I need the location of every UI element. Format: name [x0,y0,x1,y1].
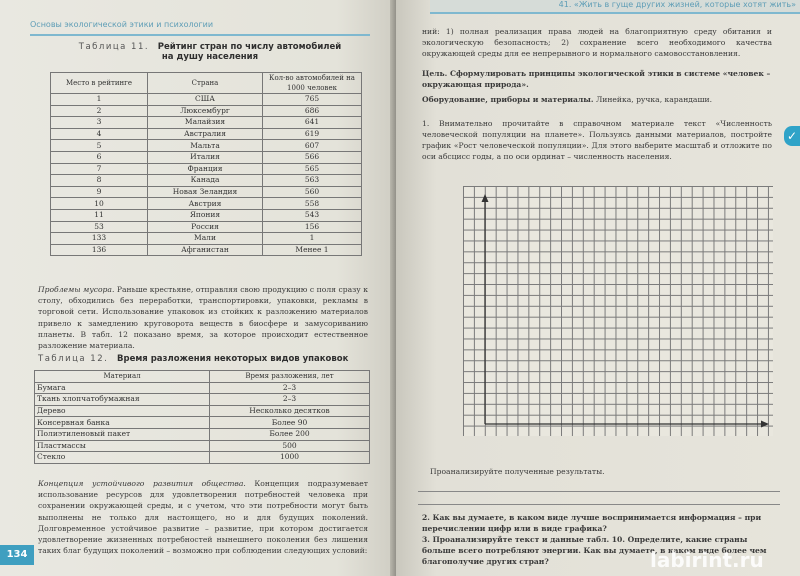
table-row [51,140,362,152]
equipment-label: Оборудование, приборы и материалы. [422,95,594,104]
table-cell: Бумага [35,382,210,394]
table11-title-line1: Рейтинг стран по числу автомобилей [157,42,342,52]
table-cell: Стекло [35,452,210,464]
table-cell: Полиэтиленовый пакет [35,428,210,440]
running-header-right: 41. «Жить в гуще других жизней, которые хотят жить» [430,0,800,14]
y-axis-arrow-icon [482,194,489,202]
table12-header-row [35,371,370,383]
table11-col-country: Страна [148,73,263,94]
table12-col-time: Время разложения, лет [210,371,370,383]
task3-paragraph: 3. Проанализируйте текст и данные табл. 10. Определите, какие страны больше всего потребляют энергии. Как вы думаете, в каком виде более чем благополучие других стран? [422,535,767,566]
table-cell: Консервная банка [35,417,210,429]
table-cell: 6 [51,151,148,163]
table-cell: 563 [263,175,362,187]
graph-axes [463,186,773,436]
table-cell: 558 [263,198,362,210]
table-row [51,151,362,163]
table-row [51,244,362,256]
table12 [34,370,370,464]
table-cell: Россия [148,221,263,233]
table-cell: 565 [263,163,362,175]
left-page [0,0,396,576]
table-row [51,128,362,140]
task1-paragraph: 1. Внимательно прочитайте в справочном материале текст «Численность человеческой популяции на планете». Пользуясь данными материалов, постройте график «Рост человеческой популяции». Для этого выберите масштаб и отложите по оси абсцисс годы, а по оси ординат – численность населения. [422,119,772,161]
table-cell: 566 [263,151,362,163]
table12-title: Время разложения некоторых видов упаковок [117,354,349,364]
goal-paragraph [422,68,772,90]
table-cell: 2–3 [210,382,370,394]
table-cell: 7 [51,163,148,175]
table12-col-material: Материал [35,371,210,383]
table-cell: 1 [51,94,148,106]
table11-caption [60,42,360,62]
table-cell: 1000 [210,452,370,464]
table-cell: 133 [51,233,148,245]
table11 [50,72,362,256]
table11-col-cars: Кол-во автомобилей на 1000 человек [263,73,362,94]
table-cell: Несколько десятков [210,405,370,417]
right-paragraph-conditions: ний: 1) полная реализация права людей на благоприятную среду обитания и экологическую безопасность; 2) сохранение всего необходимого качества окружающей среды для ее непрерывного и нормального самовосстановления. [422,27,772,58]
table-cell: 156 [263,221,362,233]
table-row [51,198,362,210]
running-header-left: Основы экологической этики и психологии [30,20,370,36]
table-row [51,221,362,233]
table-row [35,382,370,394]
table11-header-row [51,73,362,94]
table-cell: Япония [148,209,263,221]
table-cell: Пластмассы [35,440,210,452]
table-cell: США [148,94,263,106]
table-cell: 1 [263,233,362,245]
table-cell: Ткань хлопчатобумажная [35,394,210,406]
table11-title-line2: на душу населения [161,52,259,62]
table-cell: Австралия [148,128,263,140]
table-cell: 53 [51,221,148,233]
paragraph-garbage [38,284,368,351]
table-cell: 136 [51,244,148,256]
table-row [35,417,370,429]
table-row [51,175,362,187]
table-cell: Малайзия [148,117,263,129]
table-cell: 686 [263,105,362,117]
table-row [51,105,362,117]
table-cell: Новая Зеландия [148,186,263,198]
table-cell: 543 [263,209,362,221]
paragraph-sustainable-text: Концепция подразумевает использование ресурсов для удовлетворения потребностей человека при сохранении окружающей среды, и с учетом, что эти потребности могут быть выполнены не только для настоящего, но и для будущих поколений. Долговременное устойчивое развитие – развитие, при котором достигается удовлетворение жизненных потребностей нынешнего поколения без лишения таких благ будущих поколений – возможно при соблюдении следующих условий: [38,479,368,556]
table-cell: Более 200 [210,428,370,440]
table-cell: 9 [51,186,148,198]
table12-number: Таблица 12. [38,354,109,364]
table-cell: Канада [148,175,263,187]
table-cell: Мальта [148,140,263,152]
table-cell: 619 [263,128,362,140]
goal-text: Сформулировать принципы экологической этики в системе «человек – окружающая природа». [422,69,771,89]
table-cell: 765 [263,94,362,106]
table-cell: 11 [51,209,148,221]
table12-caption [38,354,368,364]
table-cell: Австрия [148,198,263,210]
table11-col-rank: Место в рейтинге [51,73,148,94]
checkmark-icon: ✓ [784,126,800,146]
answer-line [418,504,780,505]
paragraph-garbage-text: Раньше крестьяне, отправляя свою продукцию с поля сразу к столу, обходились без переработки, транспортировки, упаковки, рекламы в торговой сети. Использование упаковок из стойких к разложению материалов привело к замедлению круговорота веществ в биосфере и замусориванию планеты. В табл. 12 показано время, за которое происходит естественное разложение материала. [38,285,368,351]
goal-label: Цель. [422,69,448,78]
table-cell: 607 [263,140,362,152]
table-row [35,452,370,464]
table-row [35,428,370,440]
table-cell: 500 [210,440,370,452]
paragraph-garbage-lead: Проблемы мусора. [38,285,115,294]
table-cell: Афганистан [148,244,263,256]
table11-number: Таблица 11. [78,42,150,52]
paragraph-sustainable [38,478,368,556]
table-row [51,94,362,106]
table-cell: Более 90 [210,417,370,429]
equipment-text: Линейка, ручка, карандаши. [593,95,712,104]
equipment-paragraph [422,94,772,105]
table-row [51,163,362,175]
table-row [51,209,362,221]
table-row [51,117,362,129]
table-cell: Франция [148,163,263,175]
table-cell: Италия [148,151,263,163]
table-row [35,405,370,417]
table-cell: Дерево [35,405,210,417]
table-cell: 4 [51,128,148,140]
table-cell: 2–3 [210,394,370,406]
x-axis-arrow-icon [761,421,769,428]
table-cell: 10 [51,198,148,210]
paragraph-sustainable-lead: Концепция устойчивого развития общества. [38,479,246,488]
table-cell: 3 [51,117,148,129]
table-row [51,186,362,198]
table-row [35,440,370,452]
table-cell: 5 [51,140,148,152]
table-row [51,233,362,245]
table-row [35,394,370,406]
analyze-prompt: Проанализируйте полученные результаты. [430,467,605,476]
table-cell: 641 [263,117,362,129]
table-cell: 560 [263,186,362,198]
table-cell: Люксембург [148,105,263,117]
watermark: labirint.ru [650,548,764,572]
table-cell: Мали [148,233,263,245]
page-number: 134 [0,545,34,565]
table-cell: 2 [51,105,148,117]
answer-line [418,491,780,492]
task2-paragraph: 2. Как вы думаете, в каком виде лучше воспринимается информация – при перечислении цифр или в виде графика? [422,513,762,533]
table-cell: 8 [51,175,148,187]
table-cell: Менее 1 [263,244,362,256]
